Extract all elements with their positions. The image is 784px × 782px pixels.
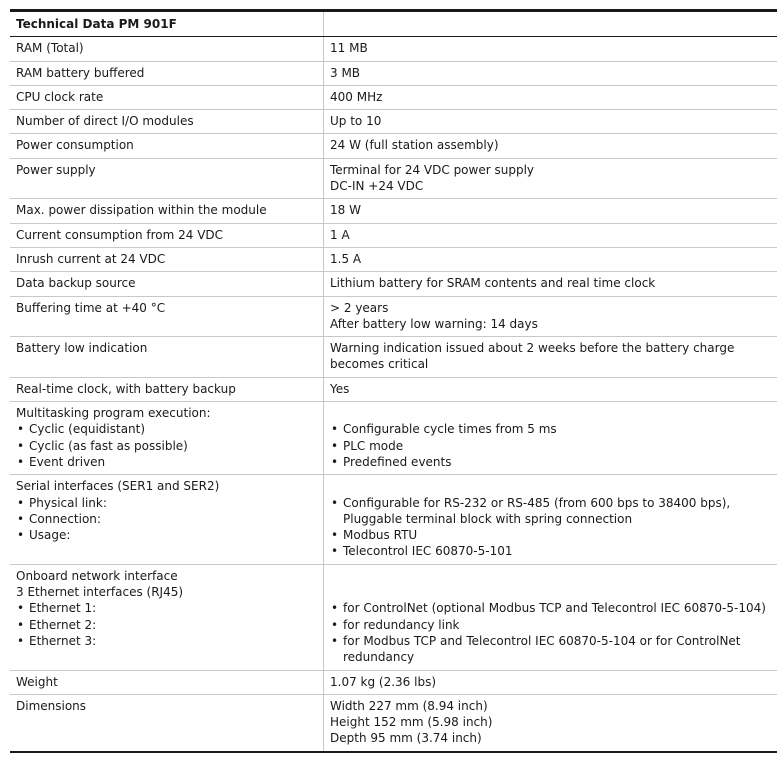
- row-label: Real-time clock, with battery backup: [10, 377, 324, 401]
- row-label: RAM (Total): [10, 37, 324, 61]
- row-value: [324, 158, 778, 199]
- row-value: 18 W: [324, 199, 778, 223]
- table-row: [10, 158, 777, 199]
- table-row: [10, 134, 777, 158]
- row-value: [324, 475, 778, 564]
- list-item: • Modbus RTU: [330, 527, 771, 543]
- table-row: [10, 296, 777, 337]
- row-label-subheading: 3 Ethernet interfaces (RJ45): [16, 585, 184, 600]
- table-row: [10, 199, 777, 223]
- row-value: 1.5 A: [324, 247, 778, 271]
- row-value: 400 MHz: [324, 85, 778, 109]
- row-label: [10, 564, 324, 670]
- list-item: • Cyclic (equidistant): [16, 421, 317, 437]
- table-header-row: [10, 11, 777, 37]
- list-item: • Ethernet 3:: [16, 633, 317, 649]
- row-value: [324, 694, 778, 751]
- row-value: [324, 564, 778, 670]
- table-title: Technical Data PM 901F: [10, 11, 324, 37]
- row-value: [324, 296, 778, 337]
- table-row: [10, 85, 777, 109]
- row-label-heading: Serial interfaces (SER1 and SER2): [16, 479, 220, 494]
- table-row: [10, 377, 777, 401]
- row-label: [10, 475, 324, 564]
- value-line: Height 152 mm (5.98 inch): [330, 715, 493, 730]
- row-value: 1.07 kg (2.36 lbs): [324, 670, 778, 694]
- list-item: • for Modbus TCP and Telecontrol IEC 60870-5-104 or for ControlNet redundancy: [330, 633, 771, 666]
- list-item: • Usage:: [16, 527, 317, 543]
- table-row-multitasking: [10, 402, 777, 475]
- row-label: RAM battery buffered: [10, 61, 324, 85]
- row-value: 11 MB: [324, 37, 778, 61]
- row-value: 3 MB: [324, 61, 778, 85]
- row-label: CPU clock rate: [10, 85, 324, 109]
- row-label: Power consumption: [10, 134, 324, 158]
- list-item: • Ethernet 2:: [16, 617, 317, 633]
- row-label: Dimensions: [10, 694, 324, 751]
- table-row: [10, 37, 777, 61]
- row-value: 24 W (full station assembly): [324, 134, 778, 158]
- row-label: Inrush current at 24 VDC: [10, 247, 324, 271]
- list-item: • Telecontrol IEC 60870-5-101: [330, 543, 771, 559]
- value-line: Depth 95 mm (3.74 inch): [330, 731, 482, 746]
- row-label: Buffering time at +40 °C: [10, 296, 324, 337]
- table-row: [10, 337, 777, 378]
- row-value: [324, 402, 778, 475]
- list-item: • Physical link:: [16, 495, 317, 511]
- table-row: [10, 272, 777, 296]
- value-line: Terminal for 24 VDC power supply: [330, 162, 534, 177]
- list-item: • Configurable for RS-232 or RS-485 (from 600 bps to 38400 bps), Pluggable terminal block with spring connection: [330, 495, 771, 528]
- list-item: • Event driven: [16, 454, 317, 470]
- list-item: • Predefined events: [330, 454, 771, 470]
- table-row-network: [10, 564, 777, 670]
- row-value: Yes: [324, 377, 778, 401]
- list-item: • Connection:: [16, 511, 317, 527]
- table-row-serial: [10, 475, 777, 564]
- row-value: 1 A: [324, 223, 778, 247]
- list-item: • Configurable cycle times from 5 ms: [330, 421, 771, 437]
- table-header-empty-cell: [324, 11, 778, 37]
- value-line: After battery low warning: 14 days: [330, 316, 538, 331]
- row-label: Current consumption from 24 VDC: [10, 223, 324, 247]
- value-line: DC-IN +24 VDC: [330, 179, 424, 194]
- row-label: [10, 402, 324, 475]
- row-label: Number of direct I/O modules: [10, 110, 324, 134]
- table-row: [10, 247, 777, 271]
- row-value: Warning indication issued about 2 weeks before the battery charge becomes critical: [324, 337, 778, 378]
- table-row: [10, 223, 777, 247]
- table-row: [10, 61, 777, 85]
- list-item: • for ControlNet (optional Modbus TCP and Telecontrol IEC 60870-5-104): [330, 600, 771, 616]
- table-row: [10, 694, 777, 751]
- row-label: Weight: [10, 670, 324, 694]
- list-item: • PLC mode: [330, 438, 771, 454]
- row-label: Battery low indication: [10, 337, 324, 378]
- value-line: Width 227 mm (8.94 inch): [330, 698, 488, 713]
- row-value: Up to 10: [324, 110, 778, 134]
- table-row: [10, 110, 777, 134]
- row-label: Power supply: [10, 158, 324, 199]
- row-label-heading: Onboard network interface: [16, 568, 178, 583]
- technical-data-table: [10, 9, 777, 753]
- row-label-heading: Multitasking program execution:: [16, 406, 211, 421]
- row-label: Data backup source: [10, 272, 324, 296]
- technical-data-sheet: [10, 9, 776, 753]
- value-line: > 2 years: [330, 300, 389, 315]
- row-label: Max. power dissipation within the module: [10, 199, 324, 223]
- list-item: • Ethernet 1:: [16, 600, 317, 616]
- list-item: • for redundancy link: [330, 617, 771, 633]
- row-value: Lithium battery for SRAM contents and real time clock: [324, 272, 778, 296]
- table-row: [10, 670, 777, 694]
- list-item: • Cyclic (as fast as possible): [16, 438, 317, 454]
